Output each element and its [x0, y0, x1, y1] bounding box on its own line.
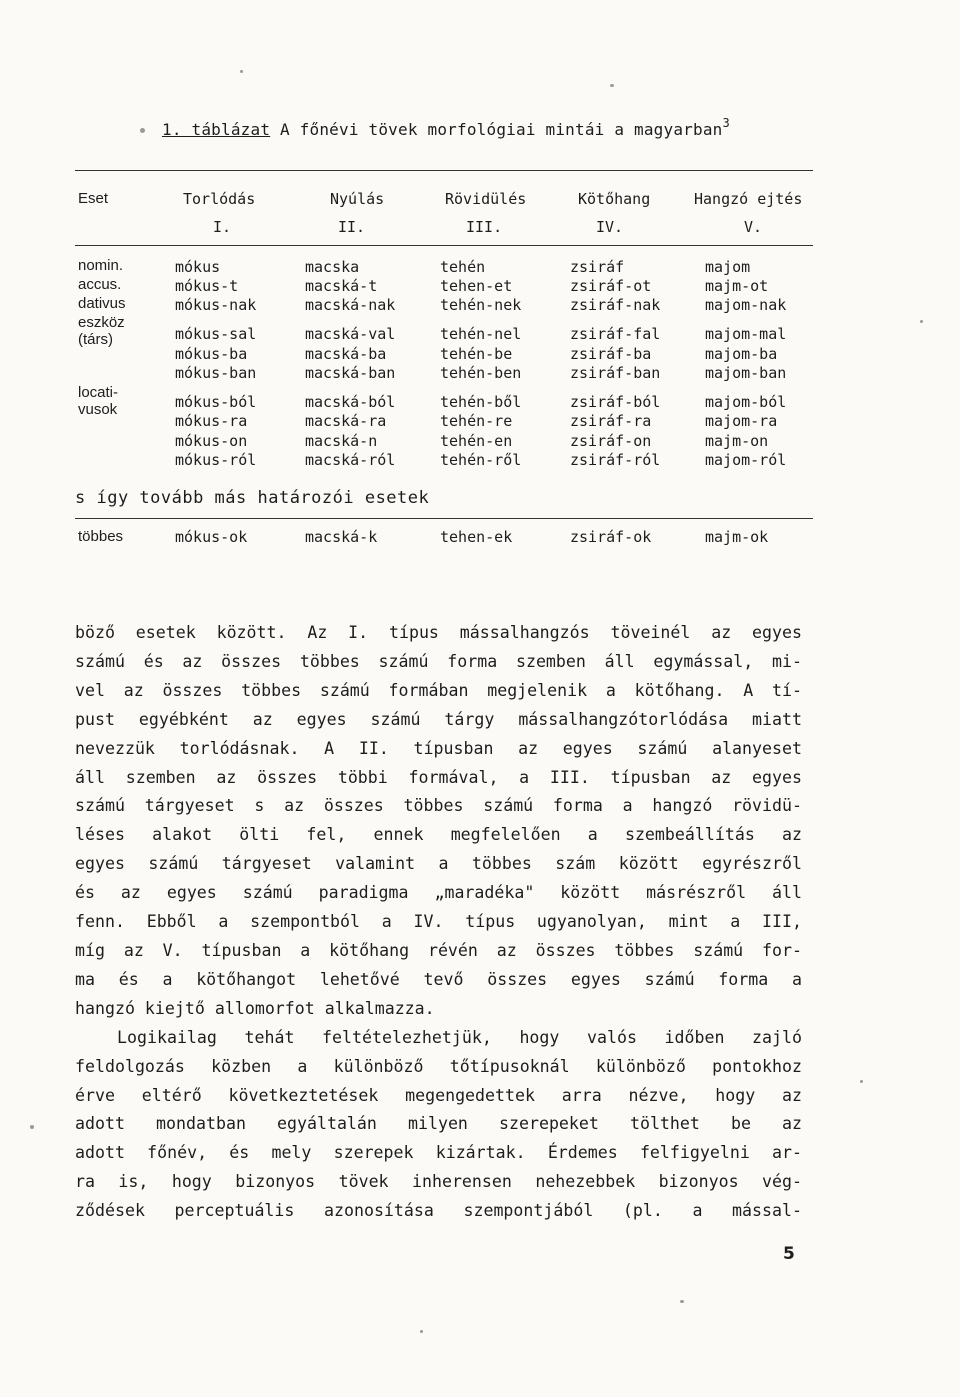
table-note: s így tovább más határozói esetek — [75, 488, 430, 508]
table-cell: zsiráf-fal — [570, 325, 661, 343]
table-cell: macská-ból — [305, 393, 396, 411]
text-line: érve eltérő következtetések megengedettek arra nézve, hogy az — [75, 1085, 802, 1105]
text-line: vel az összes többes számú formában megjelenik a kötőhang. A tí- — [75, 680, 802, 700]
text-line: áll szemben az összes többi formával, a III. típusban az egyes — [75, 767, 802, 787]
table-cell: majm-ot — [705, 277, 769, 295]
text-line: feldolgozás közben a különböző tőtípusoknál különböző pontokhoz — [75, 1056, 802, 1076]
table-cell: zsiráf-ot — [570, 277, 652, 295]
table-cell: tehén-ből — [440, 393, 522, 411]
case-label-instrumental: eszköz — [78, 314, 125, 331]
paragraph-1 — [75, 619, 802, 1024]
header-case: Eset — [78, 190, 109, 207]
case-label-dative: dativus — [78, 295, 126, 312]
plural-cell: tehen-ek — [440, 528, 513, 546]
table-cell: tehén-be — [440, 345, 513, 363]
scan-speck — [140, 128, 145, 133]
table-cell: zsiráf — [570, 258, 625, 276]
table-cell: zsiráf-ra — [570, 412, 652, 430]
table-title: A főnévi tövek morfológiai mintái a magyarban — [270, 120, 723, 139]
paragraph-2 — [75, 1024, 802, 1226]
text-line: míg az V. típusban a kötőhang révén az összes többes számú for- — [75, 940, 802, 960]
table-cell: tehén-en — [440, 432, 513, 450]
table-cell: tehen-et — [440, 277, 513, 295]
table-cell: zsiráf-on — [570, 432, 652, 450]
table-cell: majom-ba — [705, 345, 778, 363]
table-cell: macská-t — [305, 277, 378, 295]
table-header-rule — [75, 245, 813, 246]
header-col-3: Rövidülés — [445, 190, 527, 208]
plural-cell: zsiráf-ok — [570, 528, 652, 546]
table-cell: zsiráf-ból — [570, 393, 661, 411]
footnote-marker: 3 — [722, 116, 730, 130]
text-line: pust egyébként az egyes számú tárgy mássalhangzótorlódása miatt — [75, 709, 802, 729]
table-cell: majom-ból — [705, 393, 787, 411]
text-line: és az egyes számú paradigma „maradéka" között másrészről áll — [75, 883, 802, 903]
text-line: hangzó kiejtő allomorfot alkalmazza. — [75, 998, 435, 1018]
table-cell: zsiráf-ba — [570, 345, 652, 363]
text-line: számú tárgyeset s az összes többes számú forma a hangzó rövidü- — [75, 796, 802, 816]
table-cell: majom-mal — [705, 325, 787, 343]
table-cell: mókus-t — [175, 277, 239, 295]
text-line: Logikailag tehát feltételezhetjük, hogy valós időben zajló — [117, 1027, 802, 1047]
header-roman-3: III. — [466, 218, 503, 236]
header-col-2: Nyúlás — [330, 190, 385, 208]
plural-cell: mókus-ok — [175, 528, 248, 546]
text-line: nevezzük torlódásnak. A II. típusban az egyes számú alanyeset — [75, 738, 802, 758]
scan-speck — [860, 1080, 863, 1083]
text-line: léses alakot ölti fel, ennek megfelelően a szembeállítás az — [75, 825, 802, 845]
header-col-4: Kötőhang — [578, 190, 651, 208]
plural-label: többes — [78, 528, 124, 545]
text-line: egyes számú tárgyeset valamint a többes szám között egyrészről — [75, 854, 802, 874]
table-cell: mókus — [175, 258, 221, 276]
table-cell: tehén-nek — [440, 296, 522, 314]
text-line: böző esetek között. Az I. típus mássalhangzós töveinél az egyes — [75, 623, 802, 642]
table-cell: zsiráf-nak — [570, 296, 661, 314]
scan-speck — [240, 70, 243, 73]
case-label-nominative: nomin. — [78, 257, 124, 274]
table-cell: majom — [705, 258, 751, 276]
table-cell: mókus-on — [175, 432, 248, 450]
table-cell: majom-nak — [705, 296, 787, 314]
case-label-comitative: (társ) — [78, 331, 113, 348]
table-cell: macská-ról — [305, 451, 396, 469]
text-line: ma és a kötőhangot lehetővé tevő összes egyes számú forma a — [75, 969, 802, 989]
table-cell: mókus-nak — [175, 296, 257, 314]
table-top-rule — [75, 170, 813, 171]
text-line: ra is, hogy bizonyos tövek inherensen nehezebbek bizonyos vég- — [75, 1172, 802, 1192]
table-number: 1. táblázat — [162, 120, 271, 139]
table-cell: macská-nak — [305, 296, 396, 314]
scan-speck — [30, 1125, 34, 1129]
text-line: fenn. Ebből a szempontból a IV. típus ugyanolyan, mint a III, — [75, 912, 802, 932]
text-line: ződések perceptuális azonosítása szempontjából (pl. a mással- — [75, 1201, 802, 1221]
text-line: számú és az összes többes számú forma szemben áll egymással, mi- — [75, 651, 802, 671]
scan-speck — [680, 1300, 684, 1303]
table-cell: macská-ra — [305, 412, 387, 430]
table-cell: tehén-re — [440, 412, 513, 430]
plural-cell: majm-ok — [705, 528, 769, 546]
scan-speck — [920, 320, 923, 323]
page-number: 5 — [783, 1244, 795, 1264]
scan-speck — [610, 84, 614, 87]
table-cell: majom-ban — [705, 364, 787, 382]
header-col-5: Hangzó ejtés — [694, 190, 803, 208]
table-cell: tehén-ről — [440, 451, 522, 469]
table-cell: zsiráf-ról — [570, 451, 661, 469]
table-cell: macska — [305, 258, 360, 276]
header-roman-2: II. — [338, 218, 366, 236]
scan-speck — [420, 1330, 423, 1333]
table-cell: macská-val — [305, 325, 396, 343]
table-cell: mókus-ban — [175, 364, 257, 382]
table-cell: tehén-nel — [440, 325, 522, 343]
body-text — [75, 619, 802, 1226]
case-label-accusative: accus. — [78, 276, 122, 293]
table-cell: macská-ban — [305, 364, 396, 382]
plural-cell: macská-k — [305, 528, 378, 546]
table-cell: macská-ba — [305, 345, 387, 363]
table-cell: macská-n — [305, 432, 378, 450]
table-cell: mókus-ból — [175, 393, 257, 411]
table-cell: majom-ról — [705, 451, 787, 469]
table-cell: tehén-ben — [440, 364, 522, 382]
table-cell: mókus-ra — [175, 412, 248, 430]
table-cell: tehén — [440, 258, 486, 276]
header-roman-1: I. — [213, 218, 232, 236]
table-cell: majm-on — [705, 432, 769, 450]
table-cell: mókus-ról — [175, 451, 257, 469]
header-roman-5: V. — [744, 218, 763, 236]
table-cell: zsiráf-ban — [570, 364, 661, 382]
header-col-1: Torlódás — [183, 190, 256, 208]
text-line: adott mondatban egyáltalán milyen szerepeket tölthet be az — [75, 1114, 802, 1134]
text-line: adott főnév, és mely szerepek kizártak. Érdemes felfigyelni ar- — [75, 1143, 802, 1163]
table-plural-rule — [75, 518, 813, 519]
table-caption — [162, 116, 730, 139]
header-roman-4: IV. — [596, 218, 624, 236]
case-label-locative: locati- — [78, 384, 119, 401]
table-cell: mókus-sal — [175, 325, 257, 343]
case-label-locative-cont: vusok — [78, 401, 118, 418]
table-cell: majom-ra — [705, 412, 778, 430]
table-cell: mókus-ba — [175, 345, 248, 363]
